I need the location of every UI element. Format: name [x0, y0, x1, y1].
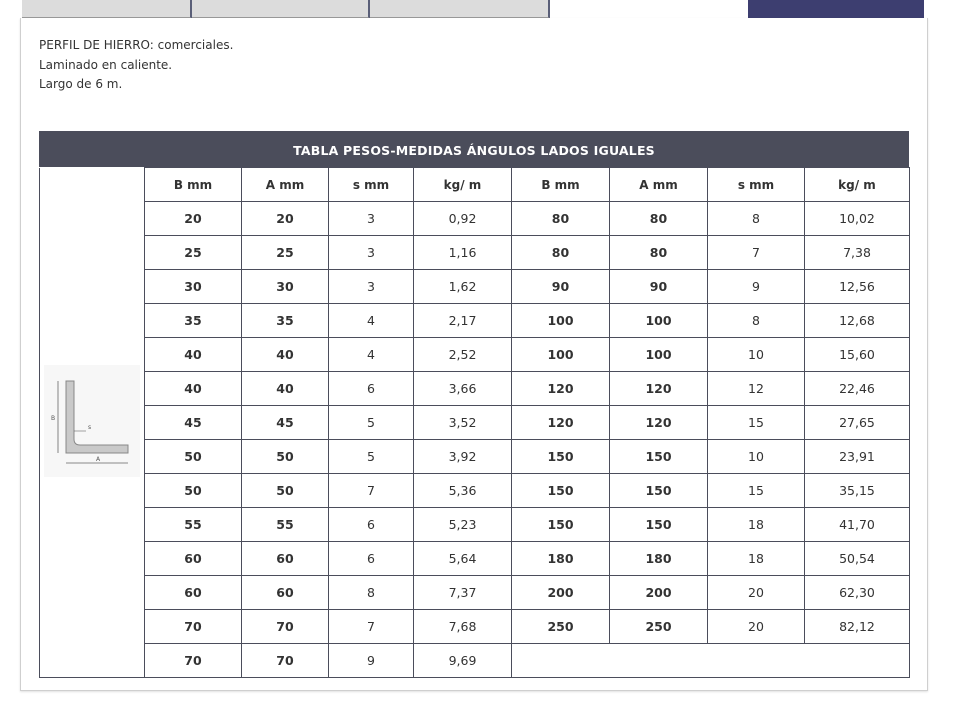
table-cell: 9 — [708, 270, 805, 304]
table-cell: 150 — [610, 474, 708, 508]
table-cell: 120 — [610, 372, 708, 406]
table-cell: 200 — [610, 576, 708, 610]
table-cell: 10,02 — [805, 202, 910, 236]
column-header: A mm — [610, 168, 708, 202]
table-cell: 50 — [145, 474, 242, 508]
intro-line-1: PERFIL DE HIERRO: comerciales. — [39, 38, 234, 52]
tab-strip — [22, 0, 924, 20]
table-cell: 3,92 — [414, 440, 512, 474]
table-row — [40, 338, 910, 372]
table-cell: 15 — [708, 474, 805, 508]
table-cell: 35 — [145, 304, 242, 338]
column-header: kg/ m — [805, 168, 910, 202]
tab-1[interactable] — [22, 0, 192, 19]
table-title: TABLA PESOS-MEDIDAS ÁNGULOS LADOS IGUALES — [39, 131, 909, 167]
table-row — [40, 508, 910, 542]
table-cell: 5,23 — [414, 508, 512, 542]
table-row — [40, 644, 910, 678]
table-cell: 8 — [708, 202, 805, 236]
table-cell: 80 — [610, 236, 708, 270]
table-cell: 9,69 — [414, 644, 512, 678]
table-cell: 1,16 — [414, 236, 512, 270]
table-cell: 12,56 — [805, 270, 910, 304]
angle-profile-icon — [44, 365, 140, 477]
table-cell: 25 — [145, 236, 242, 270]
column-header: kg/ m — [414, 168, 512, 202]
table-cell: 180 — [512, 542, 610, 576]
column-header: s mm — [329, 168, 414, 202]
table-cell: 90 — [512, 270, 610, 304]
table-header-row — [40, 168, 910, 202]
table-cell: 40 — [145, 372, 242, 406]
table-row — [40, 406, 910, 440]
table-cell: 5,64 — [414, 542, 512, 576]
table-row — [40, 202, 910, 236]
table-cell: 4 — [329, 304, 414, 338]
table-cell: 7,38 — [805, 236, 910, 270]
table-cell: 70 — [242, 644, 329, 678]
table-cell: 6 — [329, 508, 414, 542]
table-cell: 180 — [610, 542, 708, 576]
table-row — [40, 576, 910, 610]
table-cell: 3 — [329, 202, 414, 236]
table-cell: 15 — [708, 406, 805, 440]
table-cell: 80 — [512, 202, 610, 236]
table-cell: 120 — [610, 406, 708, 440]
table-cell: 150 — [512, 474, 610, 508]
table-cell: 7 — [329, 610, 414, 644]
table-cell: 55 — [145, 508, 242, 542]
table-cell: 5 — [329, 406, 414, 440]
column-header: B mm — [145, 168, 242, 202]
table-cell: 35,15 — [805, 474, 910, 508]
tab-3[interactable] — [370, 0, 550, 19]
table-cell: 40 — [145, 338, 242, 372]
table-cell: 6 — [329, 372, 414, 406]
table-cell: 50 — [242, 440, 329, 474]
table-cell: 7 — [708, 236, 805, 270]
table-row — [40, 610, 910, 644]
table-cell: 23,91 — [805, 440, 910, 474]
table-cell: 15,60 — [805, 338, 910, 372]
table-cell: 200 — [512, 576, 610, 610]
table-cell: 5,36 — [414, 474, 512, 508]
table-cell: 18 — [708, 508, 805, 542]
table-cell: 7,37 — [414, 576, 512, 610]
tab-4[interactable] — [550, 0, 746, 19]
table-cell: 100 — [610, 304, 708, 338]
table-cell: 80 — [610, 202, 708, 236]
table-cell: 20 — [242, 202, 329, 236]
table-cell: 100 — [512, 338, 610, 372]
table-cell: 150 — [610, 508, 708, 542]
table-row — [40, 440, 910, 474]
content-panel — [20, 18, 928, 691]
table-cell: 3,52 — [414, 406, 512, 440]
table-cell: 100 — [610, 338, 708, 372]
table-cell: 70 — [145, 644, 242, 678]
table-cell: 50 — [242, 474, 329, 508]
table-cell: 1,62 — [414, 270, 512, 304]
weights-table — [39, 131, 909, 678]
table-row — [40, 474, 910, 508]
table-cell: 5 — [329, 440, 414, 474]
table-cell: 20 — [145, 202, 242, 236]
intro-line-2: Laminado en caliente. — [39, 57, 173, 72]
table-cell: 20 — [708, 576, 805, 610]
table-cell: 120 — [512, 372, 610, 406]
table-cell: 150 — [512, 440, 610, 474]
table-cell: 30 — [145, 270, 242, 304]
table-cell: 27,65 — [805, 406, 910, 440]
table-cell: 8 — [708, 304, 805, 338]
table-row — [40, 270, 910, 304]
table-cell: 20 — [708, 610, 805, 644]
table-cell: 3 — [329, 270, 414, 304]
table-row — [40, 236, 910, 270]
table-cell: 3,66 — [414, 372, 512, 406]
table-cell: 6 — [329, 542, 414, 576]
table-cell: 41,70 — [805, 508, 910, 542]
table-cell: 7,68 — [414, 610, 512, 644]
table-cell: 3 — [329, 236, 414, 270]
table-cell: 10 — [708, 338, 805, 372]
table-cell: 120 — [512, 406, 610, 440]
table-cell: 2,52 — [414, 338, 512, 372]
table-cell: 150 — [512, 508, 610, 542]
table-cell: 12,68 — [805, 304, 910, 338]
weights-grid — [39, 167, 910, 678]
table-row — [40, 304, 910, 338]
table-cell: 150 — [610, 440, 708, 474]
table-cell: 50 — [145, 440, 242, 474]
table-cell: 70 — [242, 610, 329, 644]
table-cell: 82,12 — [805, 610, 910, 644]
table-cell: 60 — [145, 576, 242, 610]
column-header: s mm — [708, 168, 805, 202]
table-cell: 10 — [708, 440, 805, 474]
column-header: A mm — [242, 168, 329, 202]
label-s: s — [88, 423, 92, 431]
table-cell: 2,17 — [414, 304, 512, 338]
table-cell: 45 — [145, 406, 242, 440]
table-cell: 70 — [145, 610, 242, 644]
table-cell: 0,92 — [414, 202, 512, 236]
table-cell: 40 — [242, 338, 329, 372]
table-cell: 25 — [242, 236, 329, 270]
table-cell: 22,46 — [805, 372, 910, 406]
table-cell: 45 — [242, 406, 329, 440]
table-cell: 40 — [242, 372, 329, 406]
profile-image-cell — [40, 168, 145, 678]
table-cell: 55 — [242, 508, 329, 542]
tab-2[interactable] — [192, 0, 370, 19]
table-cell: 8 — [329, 576, 414, 610]
table-cell: 4 — [329, 338, 414, 372]
intro-text — [39, 36, 233, 95]
table-cell: 250 — [512, 610, 610, 644]
table-cell: 62,30 — [805, 576, 910, 610]
table-cell: 35 — [242, 304, 329, 338]
table-row — [40, 372, 910, 406]
table-cell: 12 — [708, 372, 805, 406]
table-cell: 100 — [512, 304, 610, 338]
table-cell: 60 — [145, 542, 242, 576]
table-cell: 18 — [708, 542, 805, 576]
table-cell: 80 — [512, 236, 610, 270]
table-cell: 50,54 — [805, 542, 910, 576]
intro-line-3: Largo de 6 m. — [39, 77, 123, 91]
label-a: A — [96, 455, 101, 463]
label-b: B — [51, 414, 56, 422]
column-header: B mm — [512, 168, 610, 202]
table-cell: 7 — [329, 474, 414, 508]
table-cell: 60 — [242, 542, 329, 576]
table-cell: 9 — [329, 644, 414, 678]
tab-active[interactable] — [748, 0, 924, 19]
empty-cell — [512, 644, 910, 678]
table-cell: 90 — [610, 270, 708, 304]
table-row — [40, 542, 910, 576]
table-cell: 250 — [610, 610, 708, 644]
table-cell: 60 — [242, 576, 329, 610]
table-cell: 30 — [242, 270, 329, 304]
